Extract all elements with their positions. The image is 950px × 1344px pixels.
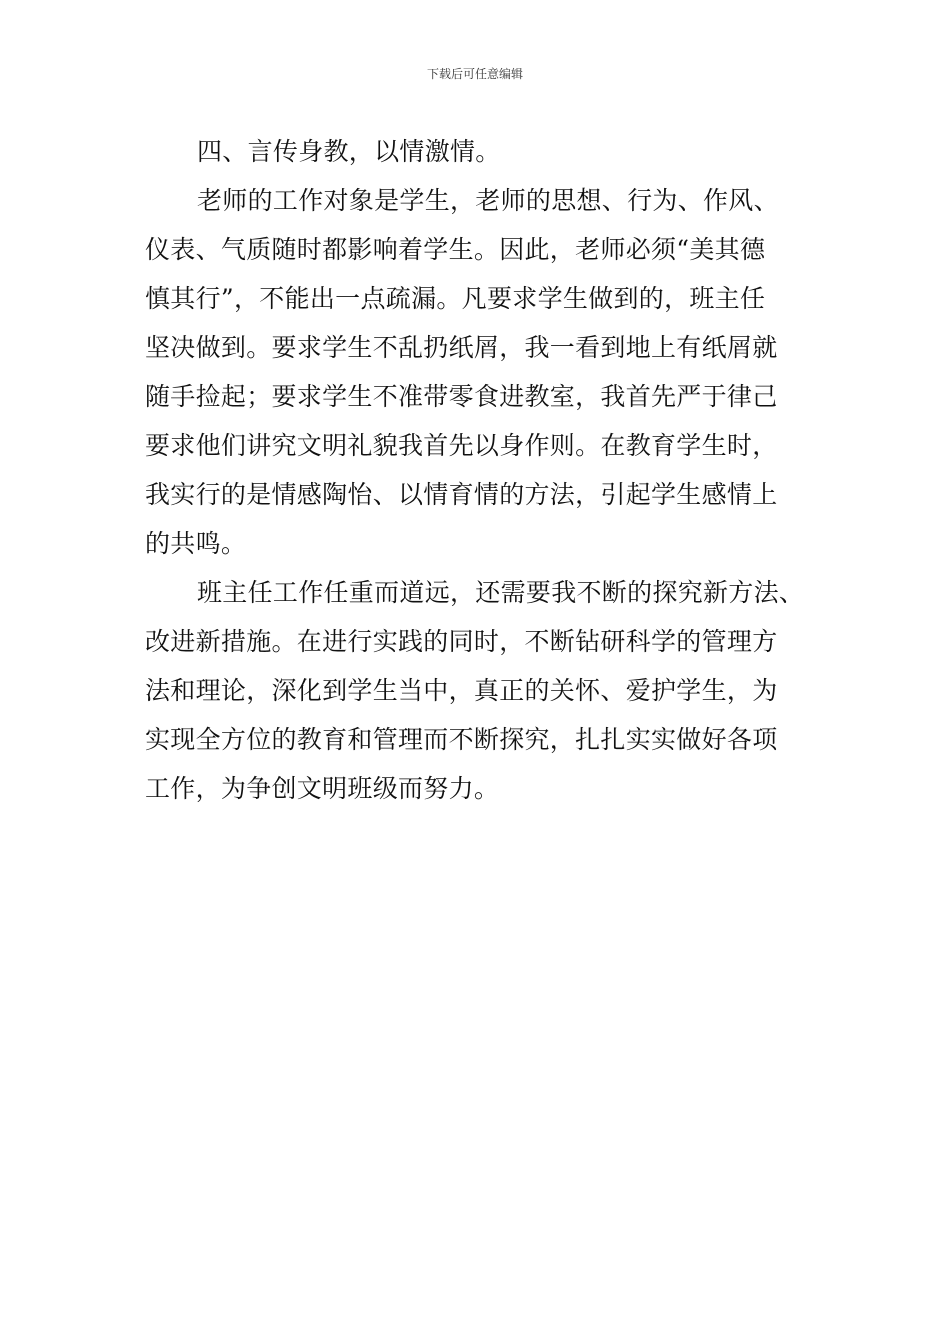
paragraph-line: 仪表、气质随时都影响着学生。因此，老师必须“美其德 bbox=[145, 235, 766, 264]
paragraph-line: 法和理论，深化到学生当中，真正的关怀、爱护学生，为 bbox=[145, 676, 778, 705]
paragraph-line: 要求他们讲究文明礼貌我首先以身作则。在教育学生时， bbox=[145, 431, 778, 460]
paragraph-line: 的共鸣。 bbox=[145, 529, 247, 558]
paragraph-1 bbox=[145, 176, 845, 568]
paragraph-line: 坚决做到。要求学生不乱扔纸屑，我一看到地上有纸屑就 bbox=[145, 333, 778, 362]
paragraph-line: 班主任工作任重而道远，还需要我不断的探究新方法、 bbox=[197, 578, 805, 607]
paragraph-2 bbox=[145, 568, 845, 813]
paragraph-line: 我实行的是情感陶怡、以情育情的方法，引起学生感情上 bbox=[145, 480, 778, 509]
document-body bbox=[145, 127, 845, 813]
paragraph-line: 老师的工作对象是学生，老师的思想、行为、作风、 bbox=[197, 186, 779, 215]
paragraph-line: 改进新措施。在进行实践的同时，不断钻研科学的管理方 bbox=[145, 627, 778, 656]
page-header: 下载后可任意编辑 bbox=[426, 67, 523, 81]
paragraph-line: 慎其行”，不能出一点疏漏。凡要求学生做到的，班主任 bbox=[145, 284, 766, 313]
paragraph-line: 随手捡起；要求学生不准带零食进教室，我首先严于律己 bbox=[145, 382, 778, 411]
section-heading: 四、言传身教，以情激情。 bbox=[197, 137, 501, 166]
paragraph-line: 实现全方位的教育和管理而不断探究，扎扎实实做好各项 bbox=[145, 725, 778, 754]
paragraph-line: 工作，为争创文明班级而努力。 bbox=[145, 774, 500, 803]
